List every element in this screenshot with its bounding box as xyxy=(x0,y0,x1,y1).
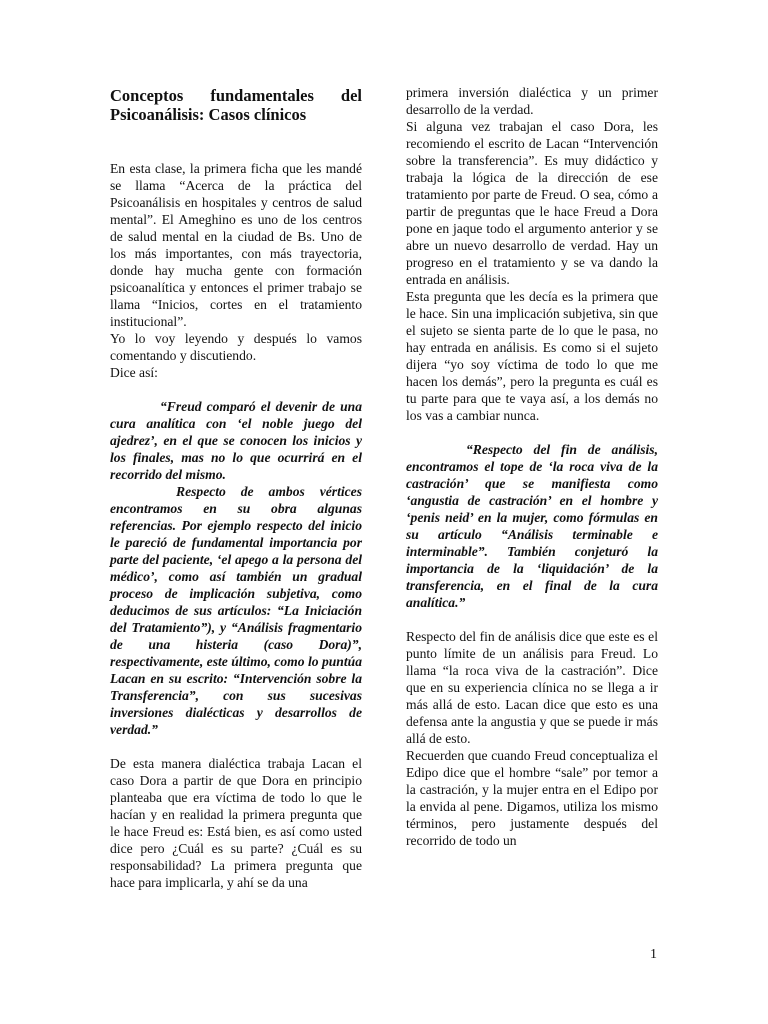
left-paragraph-2: Yo lo voy leyendo y después lo vamos comentando y discutiendo. xyxy=(110,331,362,363)
left-paragraph-1: En esta clase, la primera ficha que les mandé se llama “Acerca de la práctica del Psicoanálisis en hospitales y centros de salud mental”. El Ameghino es uno de los centros de salud mental en la ciudad de Bs. Uno de los más importantes, con más trayectoria, donde hay mucha gente con formación psicoanalítica y entonces el primer trabajo se llama “Inicios, cortes en el tratamiento institucional”. xyxy=(110,161,362,329)
right-paragraph-1: primera inversión dialéctica y un primer desarrollo de la verdad. xyxy=(406,85,658,117)
left-column xyxy=(110,84,362,891)
right-paragraph-5: Recuerden que cuando Freud conceptualiza el Edipo dice que el hombre “sale” por temor a la castración, y la mujer entra en el Edipo por la envida al pene. Digamos, utiliza los mismo términos, pero justamente después del recorrido de todo un xyxy=(406,748,658,848)
right-column xyxy=(406,84,658,849)
document-title: Conceptos fundamentales del Psicoanálisis: Casos clínicos xyxy=(110,86,362,124)
right-paragraph-4: Respecto del fin de análisis dice que este es el punto límite de un análisis para Freud. Lo llama “la roca viva de la castración”. Dice que en su experiencia clínica no se llega a ir más allá de esto. Lacan dice que esto es una defensa ante la angustia y que se puede ir más allá de esto. xyxy=(406,629,658,746)
right-paragraph-3: Esta pregunta que les decía es la primera que le hace. Sin una implicación subjetiva, sin que el sujeto se sienta parte de lo que le pasa, no hay entrada en análisis. Es como si el sujeto dijera “yo soy víctima de todo lo que me hacen los demás”, pero la pregunta es cuál es tu parte para que te vaya así, a los demás no los vas a cambiar nunca. xyxy=(406,289,658,423)
page-number: 1 xyxy=(650,947,657,962)
right-quote-1: “Respecto del fin de análisis, encontramos el tope de ‘la roca viva de la castración’ que se manifiesta como ‘angustia de castración’ en el hombre y ‘penis neid’ en la mujer, como fórmulas en su artículo “Análisis terminable e interminable”. También conjeturó la importancia de la ‘liquidación’ de la transferencia, en el final de la cura analítica.” xyxy=(406,442,658,610)
left-paragraph-4: De esta manera dialéctica trabaja Lacan el caso Dora a partir de que Dora en principio planteaba que era víctima de todo lo que le hacían y en realidad la primera pregunta que le hace Freud es: Está bien, es así como usted dice pero ¿Cuál es su parte? ¿Cuál es su responsabilidad? La primera pregunta que hace para implicarla, y ahí se da una xyxy=(110,756,362,890)
left-quote-2: Respecto de ambos vértices encontramos en su obra algunas referencias. Por ejemplo respecto del inicio le pareció de fundamental importancia por parte del paciente, ‘el apego a la persona del médico’, como así también un gradual proceso de implicación subjetiva, como deducimos de sus artículos: “La Iniciación del Tratamiento”), y “Análisis fragmentario de una histeria (caso Dora)”, respectivamente, este último, como lo puntúa Lacan en su escrito: “Intervención sobre la Transferencia”, con sus sucesivas inversiones dialécticas y desarrollos de verdad.” xyxy=(110,484,362,737)
right-paragraph-2: Si alguna vez trabajan el caso Dora, les recomiendo el escrito de Lacan “Intervención sobre la transferencia”. Es muy didáctico y trabaja la lógica de la dirección de ese tratamiento por parte de Freud. O sea, cómo a partir de preguntas que le hace Freud a Dora pone en jaque todo el argumento anterior y se abre un nuevo desarrollo de verdad. Hay un progreso en el tratamiento y se va dando la entrada en análisis. xyxy=(406,119,658,287)
left-paragraph-3: Dice así: xyxy=(110,365,158,380)
left-quote-1: “Freud comparó el devenir de una cura analítica con ‘el noble juego del ajedrez’, en el que se conocen los inicios y los finales, mas no lo que ocurrirá en el recorrido del mismo. xyxy=(110,399,362,482)
